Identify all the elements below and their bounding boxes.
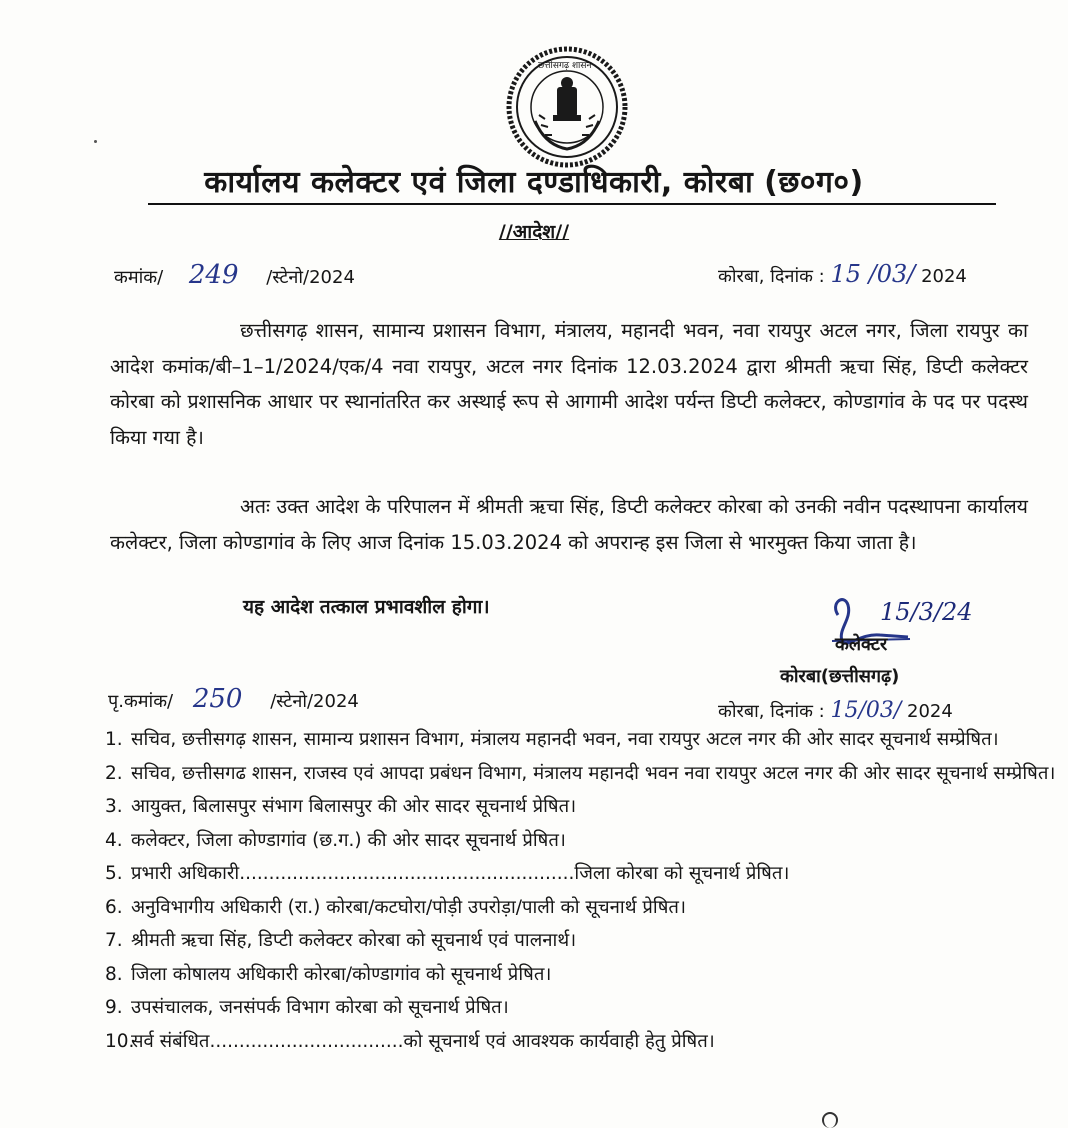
order-number-handwritten: 249 — [188, 260, 239, 290]
order-date-year: 2024 — [921, 266, 967, 287]
endorsement-date-line — [718, 698, 953, 723]
signatory-designation: कलेक्टर — [835, 634, 888, 655]
endorsement-number-label: पृ.कमांक/ — [108, 691, 174, 712]
distribution-item: 5. प्रभारी अधिकारी.........................................................जिला कोरबा को सूचनार्थ प्रेषित। — [105, 863, 790, 884]
distribution-item: 4. कलेक्टर, जिला कोण्डागांव (छ.ग.) की ओर सादर सूचनार्थ प्रेषित। — [105, 829, 566, 851]
title-underline — [148, 203, 996, 205]
distribution-item: 1. सचिव, छत्तीसगढ़ शासन, सामान्य प्रशासन विभाग, मंत्रालय महानदी भवन, नवा रायपुर अटल नगर की ओर सादर सूचनार्थ सम्प्रेषित। — [105, 729, 999, 750]
endorsement-date-label: कोरबा, दिनांक : — [718, 701, 825, 722]
order-date-line — [718, 260, 967, 288]
distribution-list — [105, 725, 1056, 1060]
signature-date-handwritten: 15/3/24 — [880, 598, 973, 626]
order-number-line — [114, 260, 355, 290]
endorsement-date-handwritten: 15/03/ — [830, 698, 902, 723]
order-number-suffix: /स्टेनो/2024 — [266, 267, 355, 288]
order-paragraph-2: अतः उक्त आदेश के परिपालन में श्रीमती ऋचा सिंह, डिप्टी कलेक्टर कोरबा को उनकी नवीन पदस्थापना कार्यालय कलेक्टर, जिला कोण्डागांव के लिए आज दिनांक 15.03.2024 को अपरान्ह इस जिला से भारमुक्त किया जाता है। — [110, 495, 1028, 554]
signatory-place: कोरबा(छत्तीसगढ़) — [780, 666, 900, 687]
distribution-item: 2. सचिव, छत्तीसगढ शासन, राजस्व एवं आपदा प्रबंधन विभाग, मंत्रालय महानदी भवन नवा रायपुर अटल नगर की ओर सादर सूचनार्थ सम्प्रेषित। — [105, 762, 1056, 784]
distribution-item: 9. उपसंचालक, जनसंपर्क विभाग कोरबा को सूचनार्थ प्रेषित। — [105, 997, 509, 1018]
order-number-label: कमांक/ — [114, 267, 164, 288]
distribution-item: 6. अनुविभागीय अधिकारी (रा.) कोरबा/कटघोरा/पोड़ी उपरोड़ा/पाली को सूचनार्थ प्रेषित। — [105, 896, 686, 918]
scan-speck — [94, 140, 97, 143]
endorsement-number-line — [108, 684, 359, 714]
distribution-item: 10. सर्व संबंधित.................................को सूचनार्थ एवं आवश्यक कार्यवाही हेतु प्रेषित। — [105, 1030, 715, 1052]
distribution-item: 7. श्रीमती ऋचा सिंह, डिप्टी कलेक्टर कोरबा को सूचनार्थ एवं पालनार्थ। — [105, 930, 577, 951]
seal-text: छत्तीसगढ़ शासन — [538, 61, 592, 71]
endorsement-number-suffix: /स्टेनो/2024 — [270, 691, 359, 712]
pen-mark — [822, 1112, 838, 1128]
endorsement-number-handwritten: 250 — [192, 684, 243, 714]
order-paragraph-1: छत्तीसगढ़ शासन, सामान्य प्रशासन विभाग, मंत्रालय, महानदी भवन, नवा रायपुर अटल नगर, जिला रायपुर का आदेश कमांक/बी–1–1/2024/एक/4 नवा रायपुर, अटल नगर दिनांक 12.03.2024 द्वारा श्रीमती ऋचा सिंह, डिप्टी कलेक्टर कोरबा को प्रशासनिक आधार पर स्थानांतरित कर अस्थाई रूप से आगामी आदेश पर्यन्त डिप्टी कलेक्टर, कोण्डागांव के पद पर पदस्थ किया गया है। — [110, 319, 1028, 449]
distribution-item: 8. जिला कोषालय अधिकारी कोरबा/कोण्डागांव को सूचनार्थ प्रेषित। — [105, 963, 552, 985]
order-date-label: कोरबा, दिनांक : — [718, 266, 825, 287]
order-heading: //आदेश// — [498, 221, 570, 243]
distribution-item: 3. आयुक्त, बिलासपुर संभाग बिलासपुर की ओर सादर सूचनार्थ प्रेषित। — [105, 796, 577, 817]
order-date-handwritten: 15 /03/ — [830, 260, 916, 288]
effective-statement: यह आदेश तत्काल प्रभावशील होगा। — [243, 596, 490, 618]
endorsement-date-year: 2024 — [907, 701, 953, 722]
office-title: कार्यालय कलेक्टर एवं जिला दण्डाधिकारी, कोरबा (छ०ग०) — [204, 165, 864, 200]
